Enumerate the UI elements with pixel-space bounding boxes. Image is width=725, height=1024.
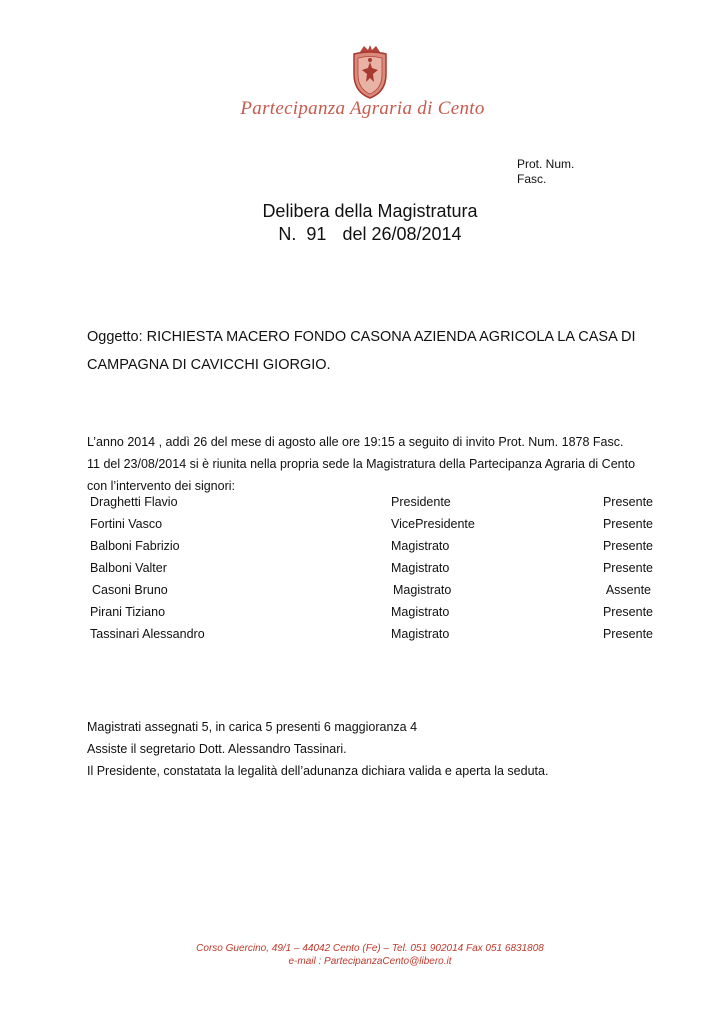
document-title: Delibera della Magistratura xyxy=(262,201,478,221)
prot-num-label: Prot. Num. xyxy=(517,157,575,171)
organization-name: Partecipanza Agraria di Cento xyxy=(240,98,485,119)
attendee-name: Casoni Bruno xyxy=(92,583,168,597)
attendee-status: Assente xyxy=(605,583,651,597)
subject-line-1: Oggetto: RICHIESTA MACERO FONDO CASONA AZIENDA AGRICOLA LA CASA DI xyxy=(87,329,636,345)
attendee-role: Magistrato xyxy=(391,627,450,641)
table-row xyxy=(87,605,653,627)
attendee-role: Magistrato xyxy=(391,539,450,553)
attendee-status: Presente xyxy=(602,495,653,509)
closing-paragraph xyxy=(87,716,548,782)
subject-block xyxy=(87,323,647,379)
footer-address: Corso Guercino, 49/1 – 44042 Cento (Fe) – Tel. 051 902014 Fax 051 6831808 xyxy=(196,943,544,954)
table-row xyxy=(87,561,653,583)
deliberation-date: del 26/08/2014 xyxy=(342,224,462,244)
deliberation-number-row xyxy=(0,223,725,245)
closing-line-1: Magistrati assegnati 5, in carica 5 presenti 6 maggioranza 4 xyxy=(87,720,418,734)
intro-line-1: L’anno 2014 , addì 26 del mese di agosto alle ore 19:15 a seguito di invito Prot. Num. 1878 Fasc. xyxy=(87,435,624,449)
closing-line-3: Il Presidente, constatata la legalità dell’adunanza dichiara valida e aperta la seduta. xyxy=(87,764,549,778)
table-row xyxy=(87,517,653,539)
attendee-name: Balboni Valter xyxy=(90,561,167,575)
footer-email: e-mail : PartecipanzaCento@libero.it xyxy=(288,956,452,967)
attendee-role: VicePresidente xyxy=(391,517,475,531)
attendee-role: Magistrato xyxy=(391,605,450,619)
intro-paragraph xyxy=(87,431,657,497)
attendee-role: Presidente xyxy=(391,495,451,509)
table-row xyxy=(87,495,653,517)
table-row xyxy=(87,583,653,605)
attendee-name: Draghetti Flavio xyxy=(90,495,178,509)
intro-line-2: 11 del 23/08/2014 si è riunita nella propria sede la Magistratura della Partecipanza Agraria di Cento xyxy=(87,457,636,471)
page-footer xyxy=(0,942,725,968)
table-row xyxy=(87,627,653,649)
attendee-name: Balboni Fabrizio xyxy=(90,539,180,553)
attendee-status: Presente xyxy=(602,627,653,641)
attendee-name: Fortini Vasco xyxy=(90,517,163,531)
closing-line-2: Assiste il segretario Dott. Alessandro Tassinari. xyxy=(87,742,347,756)
table-row xyxy=(87,539,653,561)
deliberation-number: 91 xyxy=(306,224,327,244)
intro-line-3: con l’intervento dei signori: xyxy=(87,479,235,493)
attendee-status: Presente xyxy=(602,561,653,575)
number-label: N. xyxy=(278,224,297,244)
subject-line-2: CAMPAGNA DI CAVICCHI GIORGIO. xyxy=(87,357,331,373)
coat-of-arms-logo xyxy=(348,44,392,100)
fasc-label: Fasc. xyxy=(517,172,547,186)
attendee-role: Magistrato xyxy=(393,583,452,597)
protocol-block xyxy=(517,157,574,187)
attendee-name: Tassinari Alessandro xyxy=(90,627,205,641)
attendee-status: Presente xyxy=(602,517,653,531)
attendee-status: Presente xyxy=(602,539,653,553)
attendee-name: Pirani Tiziano xyxy=(90,605,166,619)
attendee-role: Magistrato xyxy=(391,561,450,575)
attendee-status: Presente xyxy=(602,605,653,619)
